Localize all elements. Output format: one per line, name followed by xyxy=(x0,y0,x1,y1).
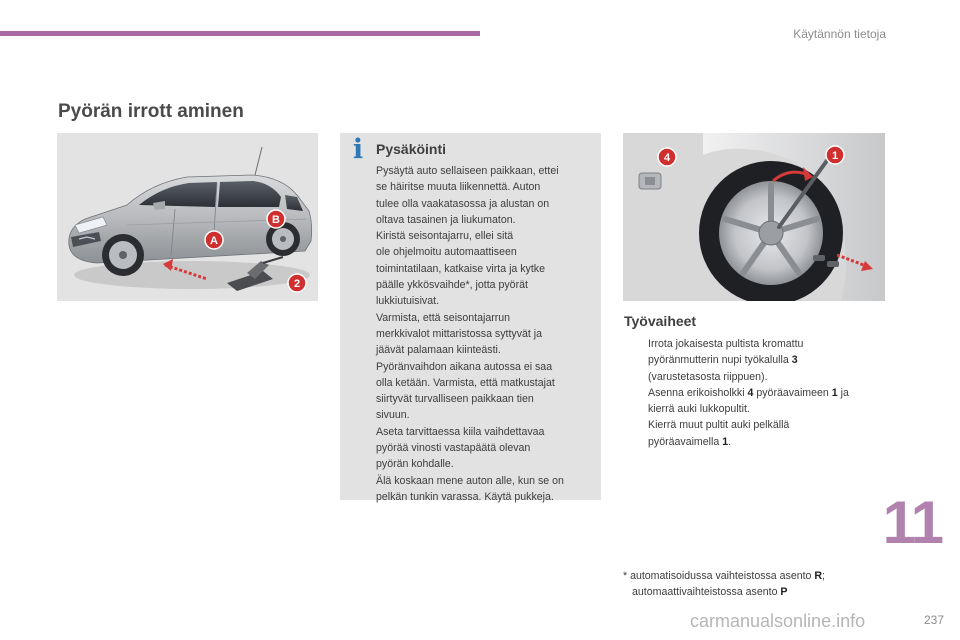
step-item: Irrota jokaisesta pultista kromattu pyöränmutterin nupi työkalulla 3 (varustetasosta riippuen). xyxy=(648,338,804,383)
info-line: tulee olla vaakatasossa ja alustan on xyxy=(376,197,550,210)
callout-4 xyxy=(658,148,676,166)
page-number: 237 xyxy=(923,613,944,627)
callout-b xyxy=(267,210,285,228)
info-box-body xyxy=(376,163,598,505)
info-line: sivuun. xyxy=(376,409,410,422)
info-line: Varmista, että seisontajarrun xyxy=(376,311,511,324)
info-line: se häiritse muuta liikennettä. Auton xyxy=(376,181,541,194)
svg-text:A: A xyxy=(210,235,218,247)
page-title: Pyörän irrott aminen xyxy=(58,101,244,122)
callout-2 xyxy=(288,274,306,292)
chapter-title: Käytännön tietoja xyxy=(793,27,886,41)
info-line: pyörää vinosti vastapäätä olevan xyxy=(376,442,531,455)
info-line: pyörän kohdalle. xyxy=(376,458,454,471)
info-line: siirtyvät turvalliseen paikkaan tien xyxy=(376,393,534,406)
header-accent-bar xyxy=(0,31,480,36)
callout-1 xyxy=(826,146,844,164)
info-line: merkkivalot mittaristossa syttyvät ja xyxy=(376,327,543,340)
step-item: Asenna erikoisholkki 4 pyöräavaimeen 1 ja kierrä auki lukkopultit. xyxy=(648,386,849,416)
info-line: lukkiutuisivat. xyxy=(376,295,439,308)
info-line: Aseta tarvittaessa kiila vaihdettavaa xyxy=(376,425,545,438)
svg-text:4: 4 xyxy=(663,152,671,164)
step-item: Kierrä muut pultit auki pelkällä pyöräavaimella 1. xyxy=(648,419,790,448)
info-line: Pysäytä auto sellaiseen paikkaan, ettei xyxy=(376,165,559,177)
info-icon: i xyxy=(352,134,364,165)
info-line: jäävät palamaan kiinteästi. xyxy=(376,344,501,357)
watermark: carmanualsonline.info xyxy=(690,611,866,631)
info-line: Älä koskaan mene auton alle, kun se on xyxy=(376,474,564,487)
info-line: ole ohjelmoitu automaattiseen xyxy=(376,246,517,259)
footnote: * automatisoidussa vaihteistossa asento R; automaattivaihteistossa asento P xyxy=(623,570,825,599)
steps-heading: Työvaiheet xyxy=(624,313,697,329)
car-illustration xyxy=(57,133,318,301)
chapter-number: 11 xyxy=(882,489,942,556)
info-line: Pyöränvaihdon aikana autossa ei saa xyxy=(376,360,553,373)
svg-text:1: 1 xyxy=(831,150,839,162)
svg-text:B: B xyxy=(272,214,280,226)
svg-text:2: 2 xyxy=(293,278,301,290)
info-line: olla ketään. Varmista, että matkustajat xyxy=(376,376,555,389)
callout-a xyxy=(205,231,223,249)
parking-info-box xyxy=(340,133,601,503)
wheel-illustration xyxy=(623,133,885,301)
info-line: toimintatilaan, katkaise virta ja kytke xyxy=(376,262,545,275)
info-box-title: Pysäköinti xyxy=(376,141,447,157)
steps-list xyxy=(624,336,886,450)
info-line: pelkän tunkin varassa. Käytä pukkeja. xyxy=(376,490,554,503)
info-line: päälle ykkösvaihde*, jotta pyörät xyxy=(376,279,528,292)
info-line: oltava tasainen ja liukumaton. xyxy=(376,213,516,226)
info-line: Kiristä seisontajarru, ellei sitä xyxy=(376,230,514,243)
